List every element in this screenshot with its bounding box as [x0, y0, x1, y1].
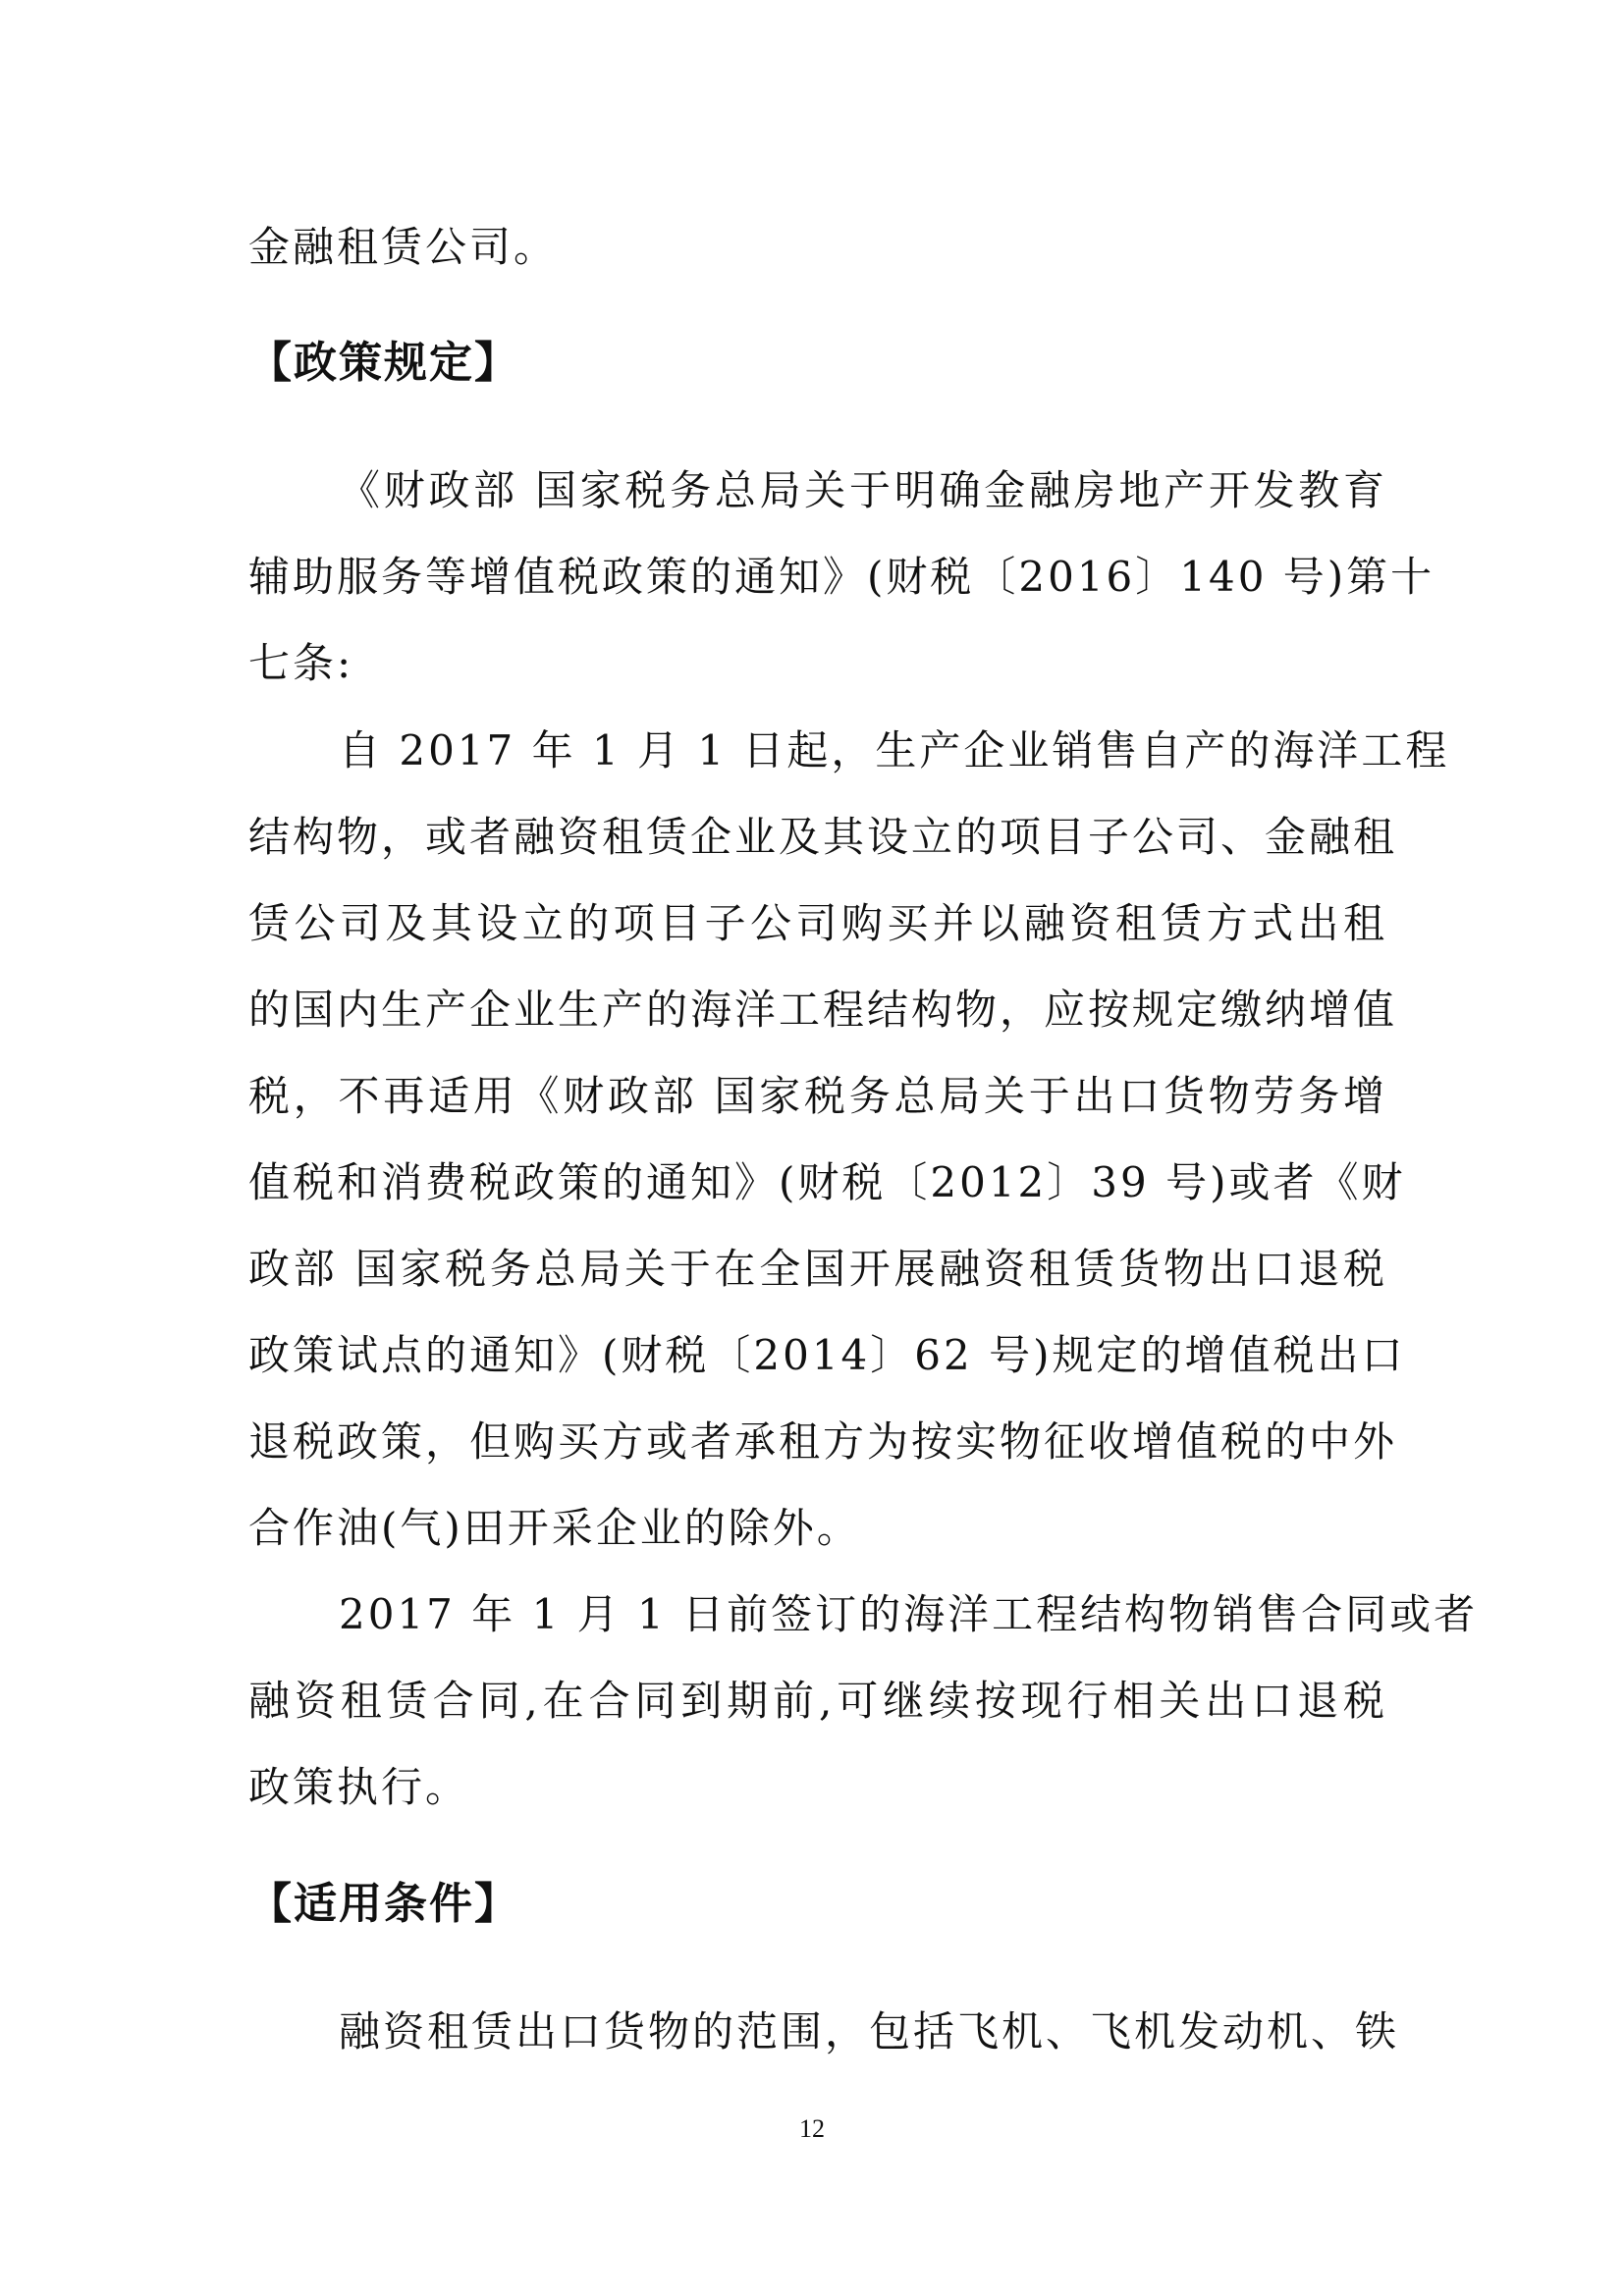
- text-line: 赁公司及其设立的项目子公司购买并以融资租赁方式出租: [248, 899, 1387, 947]
- text-line: 退税政策，但购买方或者承租方为按实物征收增值税的中外: [248, 1417, 1398, 1466]
- text-line: 七条:: [248, 639, 354, 687]
- text-line: 2017 年 1 月 1 日前签订的海洋工程结构物销售合同或者: [339, 1590, 1479, 1638]
- page-number: 12: [799, 2114, 825, 2143]
- text-line: 政部 国家税务总局关于在全国开展融资租赁货物出口退税: [248, 1245, 1387, 1293]
- text-line: 结构物，或者融资租赁企业及其设立的项目子公司、金融租: [248, 813, 1398, 861]
- section-heading-policy: 【政策规定】: [248, 338, 519, 388]
- text-line: 政策试点的通知》(财税〔2014〕62 号)规定的增值税出口: [248, 1331, 1406, 1379]
- text-line: 《财政部 国家税务总局关于明确金融房地产开发教育: [339, 466, 1387, 514]
- text-line: 的国内生产企业生产的海洋工程结构物，应按规定缴纳增值: [248, 986, 1398, 1034]
- text-line: 合作油(气)田开采企业的除外。: [248, 1504, 861, 1552]
- text-line: 政策执行。: [248, 1763, 470, 1811]
- text-line: 融资租赁合同,在合同到期前,可继续按现行相关出口退税: [248, 1677, 1387, 1725]
- text-line: 辅助服务等增值税政策的通知》(财税〔2016〕140 号)第十: [248, 553, 1435, 601]
- text-line: 金融租赁公司。: [248, 223, 559, 271]
- text-line: 值税和消费税政策的通知》(财税〔2012〕39 号)或者《财: [248, 1158, 1406, 1206]
- section-heading-conditions: 【适用条件】: [248, 1879, 519, 1929]
- text-line: 融资租赁出口货物的范围，包括飞机、飞机发动机、铁: [339, 2007, 1400, 2056]
- text-line: 税，不再适用《财政部 国家税务总局关于出口货物劳务增: [248, 1072, 1387, 1120]
- text-line: 自 2017 年 1 月 1 日起，生产企业销售自产的海洋工程: [339, 726, 1450, 774]
